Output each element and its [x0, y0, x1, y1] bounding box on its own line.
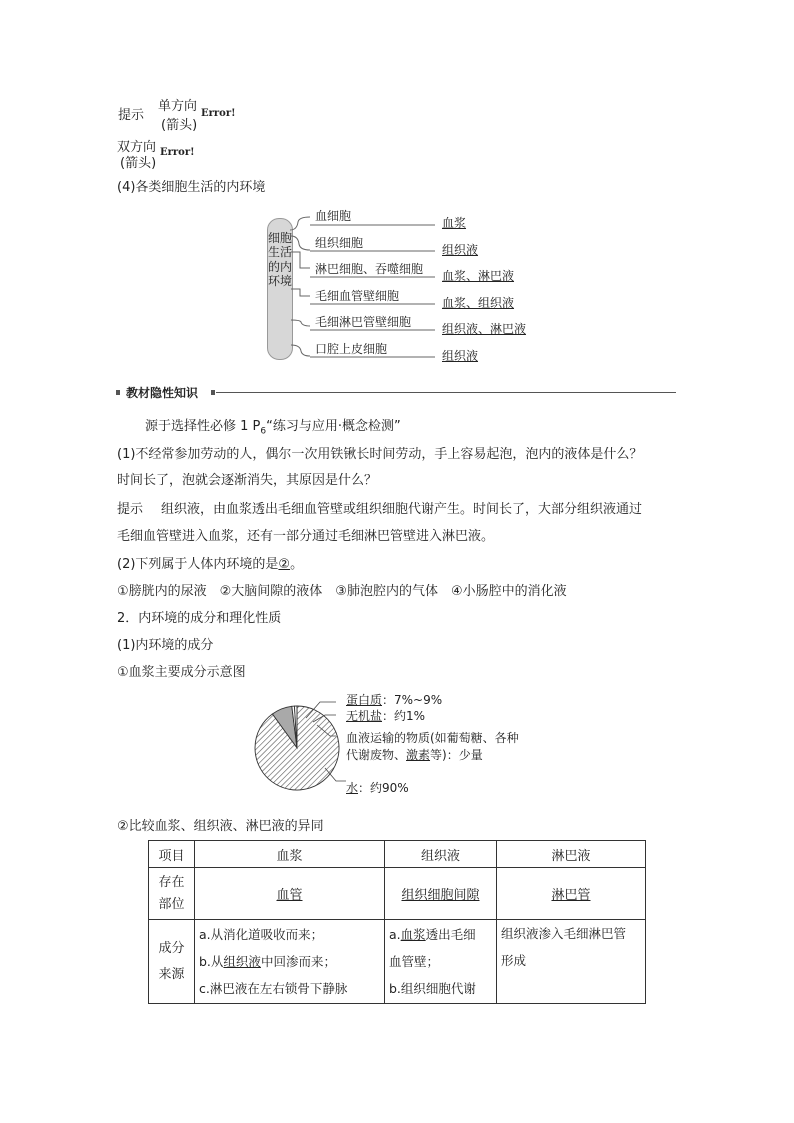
comparison-table: [148, 840, 646, 1004]
question-1-line-1: (1)不经常参加劳动的人，偶尔一次用铁锹长时间劳动，手上容易起泡，泡内的液体是什么？: [117, 447, 643, 462]
question-2-answer: ②: [278, 557, 291, 572]
two-way-label: 双方向: [117, 140, 157, 155]
table-header-row: [149, 841, 646, 868]
table-cell: 血管: [195, 868, 385, 920]
diagram-cell-1: 血细胞: [315, 209, 352, 223]
section2-sub-a: ①血浆主要成分示意图: [117, 665, 246, 680]
arrow-note-2: (箭头): [120, 156, 157, 171]
pie-label-other-line-2: 代谢废物、激素等)：少量: [346, 748, 483, 762]
table-cell: a.血浆透出毛细 血管壁； b.组织细胞代谢: [385, 920, 497, 1004]
diagram-cell-5: 毛细淋巴管壁细胞: [315, 315, 412, 329]
table-header-cell: 淋巴液: [497, 841, 646, 868]
table-cell: a.从消化道吸收而来； b.从组织液中回渗而来； c.淋巴液在左右锁骨下静脉: [195, 920, 385, 1004]
section-header-marker-right: [211, 390, 215, 395]
answer-1-line-2: 毛细血管壁进入血浆，还有一部分通过毛细淋巴管壁进入淋巴液。: [117, 529, 495, 544]
diagram-cell-4: 毛细血管壁细胞: [315, 289, 400, 303]
question-2: (2)下列属于人体内环境的是②。: [117, 557, 304, 572]
diagram-cell-2: 组织细胞: [315, 236, 364, 250]
diagram-center-label: 细胞生活的内环境: [267, 231, 292, 288]
section4-title: (4)各类细胞生活的内环境: [117, 180, 266, 195]
pie-label-other-line-1: 血液运输的物质(如葡萄糖、各种: [346, 731, 519, 745]
hint-label: 提示: [118, 108, 145, 123]
section2-sub-b: ②比较血浆、组织液、淋巴液的异同: [117, 819, 324, 834]
section-header-rule: [216, 392, 676, 393]
table-row: [149, 920, 646, 1004]
diagram-env-4: 血浆、组织液: [442, 296, 515, 310]
table-cell: 组织细胞间隙: [385, 868, 497, 920]
pie-label-protein: 蛋白质：7%~9%: [346, 693, 443, 707]
pie-slice-water: [255, 706, 339, 790]
section-header-marker-left: [116, 390, 120, 395]
answer-1-line-1: 组织液，由血浆透出毛细血管壁或组织细胞代谢产生。时间长了，大部分组织液通过: [161, 502, 643, 517]
question-1-line-2: 时间长了，泡就会逐渐消失，其原因是什么？: [117, 473, 378, 488]
arrow-note-1: (箭头): [161, 118, 198, 133]
error-text-1: Error!: [201, 108, 236, 119]
error-text-2: Error!: [160, 147, 195, 158]
diagram-env-2: 组织液: [442, 243, 479, 257]
diagram-env-1: 血浆: [442, 216, 467, 230]
table-header-cell: 组织液: [385, 841, 497, 868]
diagram-cell-6: 口腔上皮细胞: [315, 342, 388, 356]
diagram-env-6: 组织液: [442, 349, 479, 363]
section-header-title: 教材隐性知识: [126, 386, 199, 400]
diagram-env-5: 组织液、淋巴液: [442, 322, 527, 336]
table-row-label: 成分 来源: [149, 920, 195, 1004]
one-way-label: 单方向: [158, 99, 198, 114]
table-row: [149, 868, 646, 920]
pie-label-water: 水：约90%: [346, 781, 409, 795]
answer-1-label: 提示: [117, 502, 144, 517]
diagram-cell-3: 淋巴细胞、吞噬细胞: [315, 262, 424, 276]
question-2-options: ①膀胱内的尿液 ②大脑间隙的液体 ③肺泡腔内的气体 ④小肠腔中的消化液: [117, 584, 567, 599]
diagram-env-3: 血浆、淋巴液: [442, 269, 515, 283]
table-row-label: 存在 部位: [149, 868, 195, 920]
pie-label-salt: 无机盐：约1%: [346, 709, 426, 723]
table-cell: 淋巴管: [497, 868, 646, 920]
diagram-connectors: [0, 0, 794, 400]
table-header-cell: 血浆: [195, 841, 385, 868]
table-header-cell: 项目: [149, 841, 195, 868]
section2-sub1: (1)内环境的成分: [117, 638, 214, 653]
source-note: 源于选择性必修 1 $P_6“$练习与应用·概念检测”: [145, 419, 401, 437]
section2-title: 2．内环境的成分和理化性质: [117, 611, 282, 626]
table-cell: 组织液渗入毛细淋巴管 形成: [497, 920, 646, 1004]
